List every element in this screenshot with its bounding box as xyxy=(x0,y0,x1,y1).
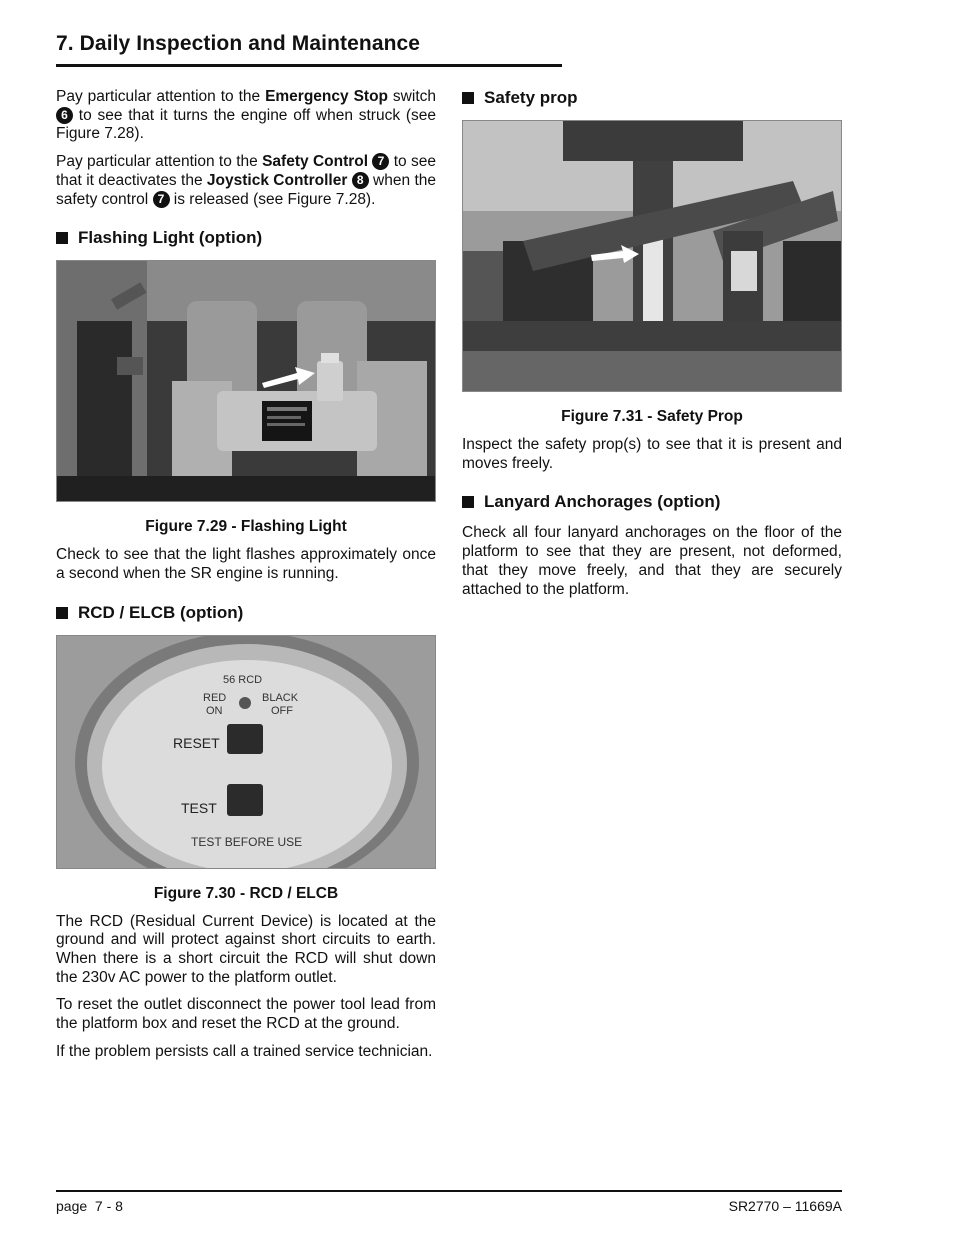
rcd-paragraph-1: The RCD (Residual Current Device) is located at the ground and will protect against short circuits to earth. When there is a short circuit the RCD will shut down the 230v AC power to the platform outlet. xyxy=(56,912,436,986)
square-bullet-icon xyxy=(56,232,68,244)
document-id: SR2770 – 11669A xyxy=(728,1198,842,1214)
rcd-label-reset: RESET xyxy=(173,734,220,751)
rcd-label-test: TEST xyxy=(181,799,217,816)
rcd-label-black: BLACK xyxy=(262,691,299,704)
rcd-paragraph-3: If the problem persists call a trained service technician. xyxy=(56,1042,433,1060)
lanyard-text: Check all four lanyard anchorages on the floor of the platform to see that they are present, not deformed, that they move freely, and that they are securely attached to the platform. xyxy=(462,524,842,598)
flashing-light-photo xyxy=(56,260,436,502)
flashing-light-heading: Flashing Light (option) xyxy=(56,228,436,248)
rcd-label-on: ON xyxy=(206,704,223,717)
figure-7-29-caption: Figure 7.29 - Flashing Light xyxy=(145,518,347,536)
square-bullet-icon xyxy=(462,92,474,104)
square-bullet-icon xyxy=(56,607,68,619)
figure-7-30-caption: Figure 7.30 - RCD / ELCB xyxy=(153,884,339,902)
rcd-photo xyxy=(56,635,436,869)
footer-rule xyxy=(56,1190,842,1192)
rcd-label-top: 56 RCD xyxy=(223,673,263,686)
safety-prop-text: Inspect the safety prop(s) to see that it is present and moves freely. xyxy=(462,436,842,472)
safety-prop-photo xyxy=(462,120,842,392)
safety-control-paragraph: Pay particular attention to the Safety Control 7 to see that it deactivates the Joystick Controller 8 when the safety control 7 is released (see Figure 7.28). xyxy=(56,153,436,208)
callout-7-icon: 7 xyxy=(372,153,389,170)
page-number: page 7 - 8 xyxy=(56,1198,123,1214)
title-rule xyxy=(56,64,562,67)
right-column xyxy=(462,88,842,608)
safety-prop-heading: Safety prop xyxy=(462,88,842,108)
flashing-light-text: Check to see that the light flashes approximately once a second when the SR engine is running. xyxy=(56,546,436,582)
square-bullet-icon xyxy=(462,496,474,508)
rcd-label-off: OFF xyxy=(271,704,293,717)
lanyard-heading: Lanyard Anchorages (option) xyxy=(462,492,842,512)
rcd-label-red: RED xyxy=(203,691,227,704)
callout-8-icon: 8 xyxy=(352,172,369,189)
emergency-stop-paragraph: Pay particular attention to the Emergency Stop switch 6 to see that it turns the engine off when struck (see Figure 7.28). xyxy=(56,88,436,143)
figure-7-31-caption: Figure 7.31 - Safety Prop xyxy=(561,408,743,425)
rcd-paragraph-2: To reset the outlet disconnect the power tool lead from the platform box and reset the RCD at the ground. xyxy=(56,996,436,1033)
callout-7-icon: 7 xyxy=(153,191,170,208)
chapter-title: 7. Daily Inspection and Maintenance xyxy=(56,32,421,55)
left-column xyxy=(56,88,436,1071)
callout-6-icon: 6 xyxy=(56,107,73,124)
rcd-heading: RCD / ELCB (option) xyxy=(56,603,436,623)
rcd-label-bottom: TEST BEFORE USE xyxy=(191,834,303,849)
